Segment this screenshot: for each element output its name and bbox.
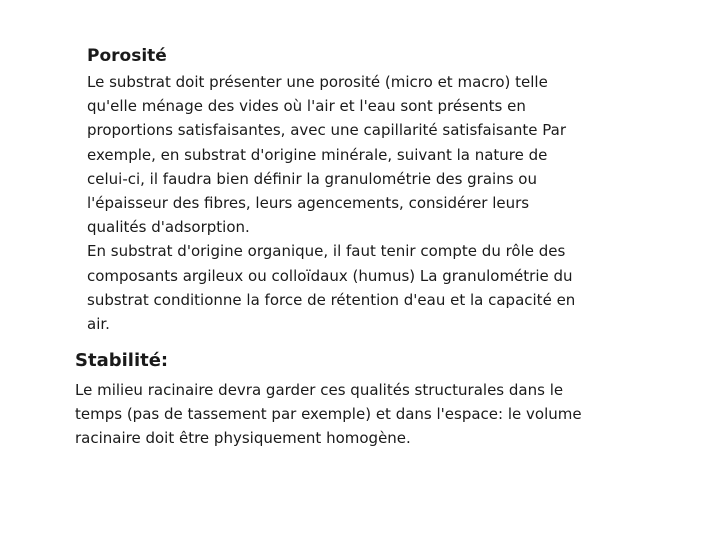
section-title-porosite: Porosité: [87, 46, 167, 66]
paragraph-porosite-2: En substrat d'origine organique, il faut tenir compte du rôle des composants argileux ou colloïdaux (humus) La granulométrie du substrat conditionne la force de rétention d'eau et la capacité en air.: [87, 242, 576, 334]
paragraph-porosite-1: Le substrat doit présenter une porosité (micro et macro) telle qu'elle ménage des vides où l'air et l'eau sont présents en proportions satisfaisantes, avec une capillarité satisfaisante Par exemple, en substrat d'origine minérale, suivant la nature de celui-ci, il faudra bien définir la granulométrie des grains ou l'épaisseur des fibres, leurs agencements, considérer leurs qualités d'adsorption.: [87, 73, 567, 237]
section-stabilite: [75, 348, 650, 451]
section-porosite: [87, 44, 632, 336]
paragraph-stabilite-1: Le milieu racinaire devra garder ces qualités structurales dans le temps (pas de tassement par exemple) et dans l'espace: le volume racinaire doit être physiquement homogène.: [75, 381, 582, 448]
section-title-stabilite: Stabilité:: [75, 350, 169, 371]
